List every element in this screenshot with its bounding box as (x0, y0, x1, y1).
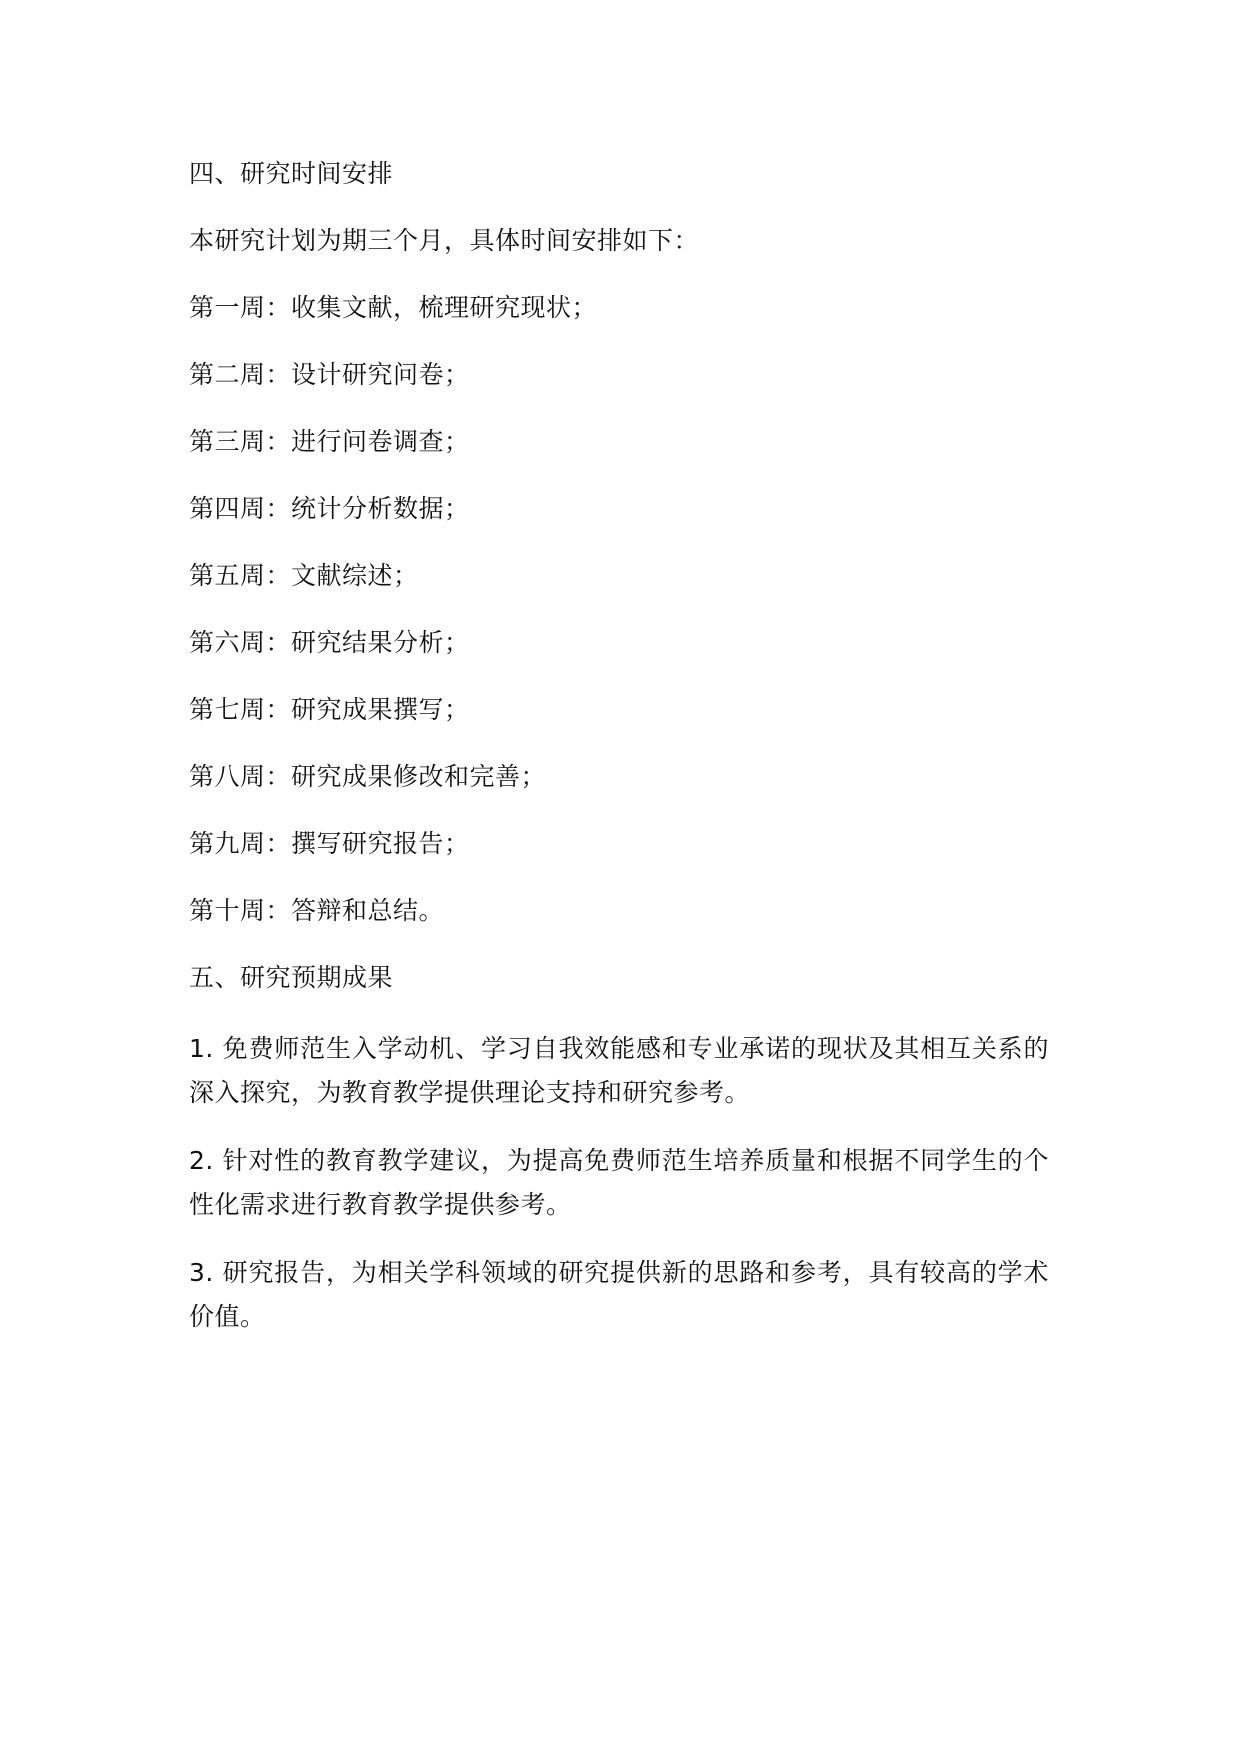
schedule-week-8: 第八周：研究成果修改和完善； (189, 762, 547, 791)
document-body (189, 156, 1049, 1363)
outcome-item-3: 3. 研究报告，为相关学科领域的研究提供新的思路和参考，具有较高的学术价值。 (189, 1258, 1049, 1331)
outcome-item-1: 1. 免费师范生入学动机、学习自我效能感和专业承诺的现状及其相互关系的深入探究，为教育教学提供理论支持和研究参考。 (189, 1034, 1049, 1107)
section-heading-outcomes: 五、研究预期成果 (189, 963, 394, 992)
schedule-week-3: 第三周：进行问卷调查； (189, 427, 470, 456)
schedule-week-4: 第四周：统计分析数据； (189, 494, 470, 523)
schedule-week-1: 第一周：收集文献，梳理研究现状； (189, 293, 598, 322)
schedule-week-5: 第五周：文献综述； (189, 561, 419, 590)
outcome-item-2: 2. 针对性的教育教学建议，为提高免费师范生培养质量和根据不同学生的个性化需求进行教育教学提供参考。 (189, 1146, 1049, 1219)
schedule-intro: 本研究计划为期三个月，具体时间安排如下： (189, 226, 700, 255)
section-heading-schedule: 四、研究时间安排 (189, 159, 394, 188)
schedule-week-10: 第十周：答辩和总结。 (189, 896, 445, 925)
schedule-week-9: 第九周：撰写研究报告； (189, 829, 470, 858)
schedule-week-7: 第七周：研究成果撰写； (189, 695, 470, 724)
schedule-week-2: 第二周：设计研究问卷； (189, 360, 470, 389)
schedule-week-6: 第六周：研究结果分析； (189, 628, 470, 657)
